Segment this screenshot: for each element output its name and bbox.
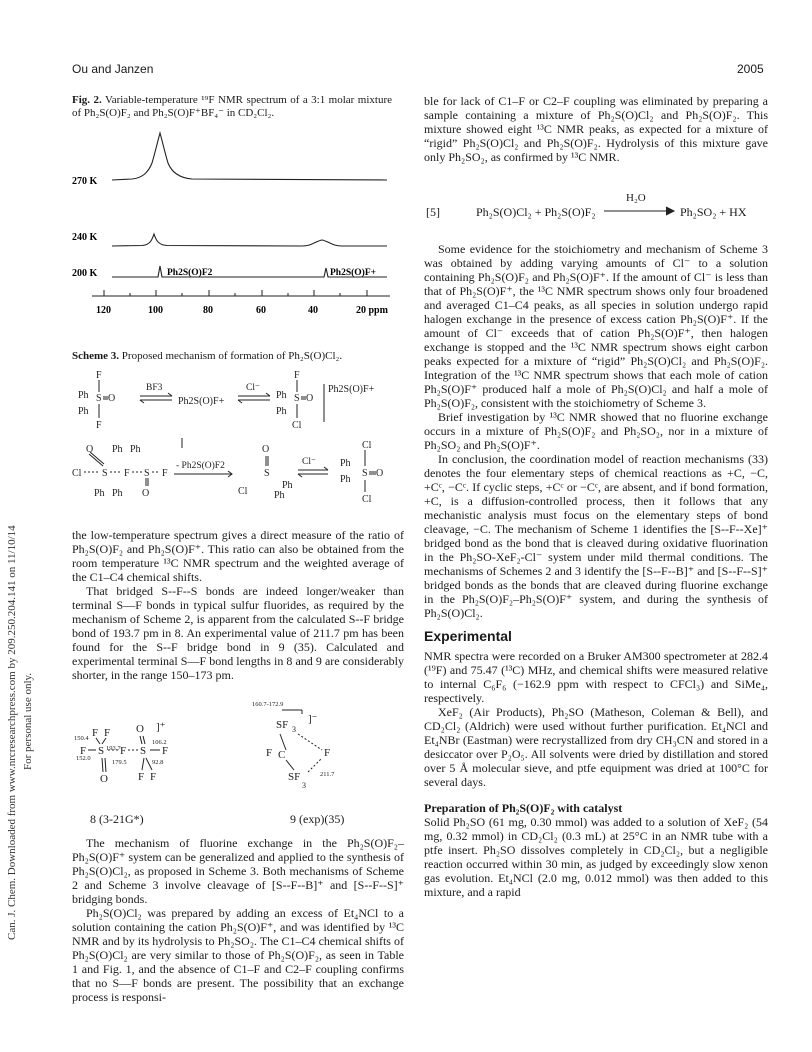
svg-text:F: F	[324, 747, 331, 759]
right-para-1: ble for lack of C1–F or C2–F coupling was eliminated by preparing a sample containing a mixture of Ph₂S(O)Cl₂ and Ph₂S(O)F₂. This mixture showed eight ¹³C NMR peaks, as expected for a mixture of “rigid” Ph₂S(O)Cl₂ and Ph₂S(O)F₂. Hydrolysis of this mixture gave only Ph₂SO₂, as confirmed by ¹³C NMR.	[424, 94, 768, 164]
compound-8-label: 8 (3-21G*)	[90, 812, 144, 826]
svg-text:F: F	[92, 727, 99, 739]
svg-text:Ph: Ph	[274, 490, 285, 501]
download-notice	[4, 180, 44, 940]
svg-text:Ph: Ph	[78, 406, 89, 417]
reagent-bf3: BF3	[146, 383, 163, 393]
tick-40: 40	[308, 305, 318, 316]
svg-text:Cl: Cl	[238, 486, 248, 497]
running-head-authors: Ou and Janzen	[72, 62, 154, 76]
peak-label-ph2sof2: Ph2S(O)F2	[167, 268, 213, 278]
svg-text:O: O	[136, 723, 144, 735]
left-para-1: the low-temperature spectrum gives a direct measure of the ratio of Ph₂S(O)F₂ and Ph₂S(O)F⁺. This ratio can also be obtained from the room temperature ¹³C NMR spectrum and the weighted average of the C1–C4 chemical shifts.	[72, 528, 404, 584]
equation-arrow	[604, 206, 676, 216]
right-para-3: Brief investigation by ¹³C NMR showed that no fluorine exchange occurs in a mixture of Ph₂S(O)F₂ and Ph₂SO₂, nor in a mixture of Ph₂SO₂ and Ph₂S(O)F⁺.	[424, 410, 768, 452]
angle-1062: 106.2	[152, 739, 167, 746]
svg-text:F: F	[266, 747, 273, 759]
structures-8-9	[72, 700, 412, 830]
tick-100: 100	[148, 305, 163, 316]
scheme-caption	[72, 350, 402, 363]
figure-caption-label: Fig. 2.	[72, 94, 102, 106]
svg-text:F: F	[150, 771, 157, 783]
svg-text:Ph: Ph	[282, 480, 293, 491]
figure-caption-text: Variable-temperature ¹⁹F NMR spectrum of a 3:1 molar mixture of Ph₂S(O)F₂ and Ph₂S(O)F⁺BF₄⁻ in CD₂Cl₂.	[72, 94, 392, 119]
left-para-2: That bridged S--F--S bonds are indeed longer/weaker than terminal S—F bonds in typical sulfur fluorides, as required by the mechanism of Scheme 2, is apparent from the calculated S--F bridge bond of 193.7 pm in 8. An experimental value of 211.7 pm has been found for the S--F bridge bond in 9 (35). Calculated and experimental terminal S—F bond lengths in 8 and 9 are considerably shorter, in the range 150–173 pm.	[72, 584, 404, 682]
tick-80: 80	[203, 305, 213, 316]
right-para-4: In conclusion, the coordination model of reaction mechanisms (33) denotes the four elementary steps of chemical reactions as +C, −C, +Cᶜ, −Cᶜ. If cyclic steps, +Cᶜ or −Cᶜ, are absent, and if bond formation, +C, is a diffusion-controlled process, then it follows that any mechanistic analysis must focus on the elementary steps of bond cleavage, −C. The mechanism of Scheme 1 identifies the [S--F--Xe]⁺ bridged bond as the bond that is cleaved during oxidative fluorination in the Ph₂SO-XeF₂-Cl⁻ system under mild thermal conditions. The mechanisms of Schemes 2 and 3 identify the [S--F--B]⁺ and [S--F--S]⁺ bridged bonds as the bonds that are cleaved during fluorine exchange in the Ph₂S(O)F₂–Ph₂S(O)F⁺ system, and during the synthesis of Ph₂S(O)Cl₂.	[424, 452, 768, 620]
svg-text:O: O	[142, 488, 150, 499]
spectrum-240k	[112, 234, 387, 246]
svg-text:S: S	[102, 468, 108, 479]
scheme-3-diagram	[72, 368, 412, 518]
temp-label-270: 270 K	[72, 176, 98, 187]
equation-reactants: Ph₂S(O)Cl₂ + Ph₂S(O)F₂	[476, 205, 596, 219]
exp-para-2: XeF₂ (Air Products), Ph₂SO (Matheson, Coleman & Bell), and CD₂Cl₂ (Aldrich) were used without further purification. Et₄NCl and Et₄NBr (Eastman) were recrystallized from dry CH₃CN and stored in a desiccator over P₂O₅. All solvents were dried by distillation and stored over 5 Å molecular sieve, and ptfe equipment was dried at 100°C for several days.	[424, 705, 768, 789]
svg-text:S: S	[362, 468, 368, 479]
reagent-elimination: - Ph2S(O)F2	[176, 461, 225, 471]
reagent-chloride: Cl⁻	[246, 383, 260, 393]
svg-text:F: F	[120, 745, 127, 757]
svg-text:SF: SF	[288, 771, 301, 783]
right-column-main	[424, 242, 768, 899]
equation-reagent: H₂O	[626, 192, 646, 204]
exp-para-1: NMR spectra were recorded on a Bruker AM300 spectrometer at 282.4 (¹⁹F) and 75.47 (¹³C) MHz, and chemical shifts were measured relative to internal C₆F₆ (−162.9 ppm with respect to CFCl₃) and SiMe₄, respectively.	[424, 649, 768, 705]
svg-text:F: F	[162, 745, 169, 757]
page-number: 2005	[737, 62, 764, 76]
left-para-3: The mechanism of fluorine exchange in the Ph₂S(O)F₂–Ph₂S(O)F⁺ system can be generalized and applied to the synthesis of Ph₂S(O)Cl₂, as proposed in Scheme 3. Both mechanisms of Scheme 2 and Scheme 3 involve cleavage of [S--F--B]⁺ and [S--F--S]⁺ bridging bonds.	[72, 836, 404, 906]
svg-text:Ph: Ph	[130, 444, 141, 455]
subsection-heading: Preparation of Ph₂S(O)F₂ with catalyst	[424, 801, 623, 815]
left-column-text	[72, 528, 404, 682]
temp-label-240: 240 K	[72, 232, 98, 243]
svg-text:Cl⁻: Cl⁻	[302, 457, 316, 467]
scheme-caption-text: Proposed mechanism of formation of Ph₂S(O)Cl₂.	[121, 350, 343, 362]
figure-caption	[72, 94, 392, 120]
svg-text:O: O	[100, 773, 108, 785]
exp-para-3: Solid Ph₂SO (61 mg, 0.30 mmol) was added to a solution of XeF₂ (54 mg, 0.32 mmol) in CD₂Cl₂ (0.3 mL) at 25°C in an NMR tube with a ptfe insert. Ph₂SO dissolves completely in CD₂Cl₂, but a negligible reaction occurred within 30 min, as judged by exceedingly slow xenon gas evolution. Et₄NCl (2.0 mg, 0.012 mmol) was then added to this mixture, and a rapid	[424, 815, 768, 899]
svg-text:S: S	[264, 468, 270, 479]
svg-text:F: F	[80, 745, 87, 757]
svg-text:C: C	[278, 749, 286, 761]
left-column-text-2	[72, 836, 404, 1004]
svg-text:S: S	[98, 745, 105, 757]
svg-text:Cl: Cl	[292, 420, 302, 431]
cation-label: Ph2S(O)F+	[178, 396, 225, 407]
temp-label-200: 200 K	[72, 268, 98, 279]
svg-text:3: 3	[302, 781, 306, 790]
cation-label-2: Ph2S(O)F+	[328, 384, 375, 395]
svg-text:O: O	[376, 468, 384, 479]
svg-text:F: F	[104, 727, 111, 739]
bond-range: 160.7-172.9	[252, 701, 284, 708]
equation-products: Ph₂SO₂ + HX	[680, 205, 747, 219]
equation-number: [5]	[426, 205, 440, 219]
tick-120: 120	[96, 305, 111, 316]
left-para-4: Ph₂S(O)Cl₂ was prepared by adding an excess of Et₄NCl to a solution containing the cation Ph₂S(O)F⁺, and was identified by ¹³C NMR and by its hydrolysis to Ph₂SO₂. The C1–C4 chemical shifts of Ph₂S(O)Cl₂ are very similar to those of Ph₂S(O)F₂, as seen in Table 1 and Fig. 1, and the absence of C1–F and C2–F coupling confirms that no S—F bonds are present. The possibility that an exchange process is responsi-	[72, 906, 404, 1004]
spectrum-270k	[112, 133, 387, 180]
svg-text:Ph: Ph	[94, 488, 105, 499]
peak-label-ph2sof-plus: Ph2S(O)F+	[330, 268, 377, 278]
svg-text:Ph: Ph	[112, 444, 123, 455]
angle-928: 92.8	[152, 759, 164, 766]
bond-1504: 150.4	[74, 735, 89, 742]
svg-text:S: S	[140, 745, 147, 757]
svg-text:F: F	[294, 370, 300, 381]
svg-text:F: F	[96, 370, 102, 381]
svg-text:Ph: Ph	[276, 406, 287, 417]
svg-text:O: O	[108, 393, 116, 404]
svg-text:F: F	[138, 771, 145, 783]
bond-2117: 211.7	[320, 771, 335, 778]
section-heading-experimental: Experimental	[424, 628, 512, 644]
svg-text:SF: SF	[276, 719, 289, 731]
tick-60: 60	[256, 305, 266, 316]
svg-text:O: O	[86, 444, 94, 455]
right-column-top	[424, 94, 768, 164]
svg-text:F: F	[124, 468, 130, 479]
nmr-spectrum-figure	[72, 128, 412, 328]
bond-1937: 193.7	[106, 745, 121, 752]
download-notice-line1: Can. J. Chem. Downloaded from www.nrcresearchpress.com by 209.250.204.141 on 11/10/14	[6, 525, 18, 940]
svg-text:Ph: Ph	[112, 488, 123, 499]
svg-text:Ph: Ph	[78, 390, 89, 401]
scheme-caption-label: Scheme 3.	[72, 350, 120, 362]
svg-text:Cl: Cl	[362, 494, 372, 505]
compound-9-label: 9 (exp)(35)	[290, 812, 345, 826]
svg-text:S: S	[144, 468, 150, 479]
svg-text:Ph: Ph	[276, 390, 287, 401]
bond-1520: 152.0	[76, 755, 91, 762]
svg-text:3: 3	[292, 725, 296, 734]
tick-20-ppm: 20 ppm	[356, 305, 388, 316]
svg-text:]⁻: ]⁻	[308, 713, 318, 725]
download-notice-line2: For personal use only.	[22, 672, 34, 770]
svg-text:Ph: Ph	[340, 458, 351, 469]
svg-text:O: O	[262, 444, 270, 455]
angle-1795: 179.5	[112, 759, 127, 766]
svg-text:]⁺: ]⁺	[156, 721, 166, 733]
svg-text:F: F	[96, 420, 102, 431]
svg-text:S: S	[96, 393, 102, 404]
svg-text:Cl: Cl	[72, 468, 82, 479]
svg-text:O: O	[306, 393, 314, 404]
svg-text:F: F	[162, 468, 168, 479]
right-para-2: Some evidence for the stoichiometry and mechanism of Scheme 3 was obtained by adding varying amounts of Cl⁻ to a solution containing Ph₂S(O)F₂ and Ph₂S(O)F⁺. If the amount of Cl⁻ is less than that of Ph₂S(O)F⁺, the ¹³C NMR spectrum shows only four broadened and averaged C1–C4 peaks, as all species in solution undergo rapid halogen exchange in the presence of excess cation Ph₂S(O)F⁺. If the amount of Cl⁻ exceeds that of cation Ph₂S(O)F⁺, then halogen exchange is stopped and the ¹³C NMR spectrum shows eight carbon peaks expected for a mixture of “rigid” Ph₂S(O)Cl₂ and Ph₂S(O)F₂. Integration of the ¹³C NMR spectrum shows that each mole of cation Ph₂S(O)F⁺ produced half a mole of Ph₂S(O)Cl₂ and half a mole of Ph₂S(O)F₂, consistent with the stoichiometry of Scheme 3.	[424, 242, 768, 410]
svg-text:Cl: Cl	[362, 440, 372, 451]
svg-text:Ph: Ph	[340, 474, 351, 485]
svg-text:S: S	[294, 393, 300, 404]
